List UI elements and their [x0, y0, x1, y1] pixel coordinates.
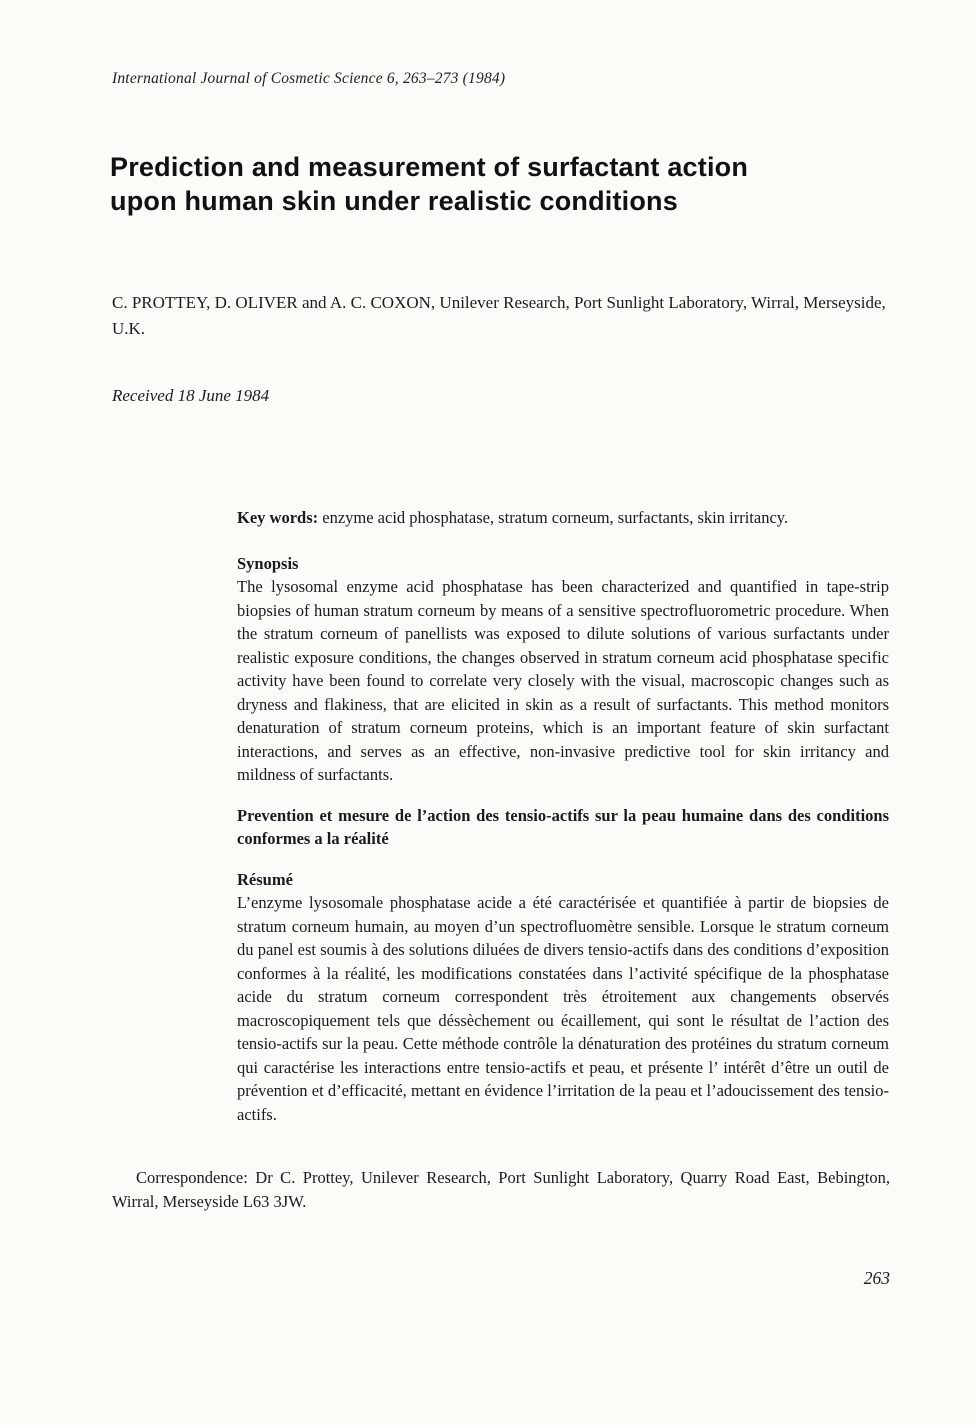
- keywords-text: enzyme acid phosphatase, stratum corneum, surfactants, skin irritancy.: [318, 508, 789, 527]
- paper-title: Prediction and measurement of surfactant action upon human skin under realistic conditions: [110, 152, 749, 217]
- authors-line: C. PROTTEY, D. OLIVER and A. C. COXON, Unilever Research, Port Sunlight Laboratory, Wirral, Merseyside, U.K.: [112, 293, 886, 338]
- abstract-block: [237, 506, 889, 1126]
- resume-paragraph: L’enzyme lysosomale phosphatase acide a été caractérisée et quantifiée à partir de biopsies de stratum corneum humain, au moyen d’un spectrofluomètre sensible. Lorsque le stratum corneum du panel est soumis à des solutions diluées de divers tensio-actifs dans des conditions d’exposition conformes à la réalité, les modifications constatées dans l’activité spécifique de la phosphatase acide du stratum corneum correspondent très étroitement aux changements observés macroscopiquement tels que déssèchement ou écaillement, qui sont le résultat de l’action des tensio-actifs sur la peau. Cette méthode contrôle la dénaturation des protéines du stratum corneum qui caractérise les interactions entre tensio-actifs et peau, et présente l’ intérêt d’être un outil de prévention et d’efficacité, mettant en évidence l’irritation de la peau et l’adoucissement des tensio-actifs.: [237, 893, 889, 1124]
- keywords-line: [237, 506, 889, 530]
- french-title-heading: Prevention et mesure de l’action des tensio-actifs sur la peau humaine dans des conditions conformes a la réalité: [237, 805, 889, 848]
- synopsis-heading: Synopsis: [237, 553, 299, 573]
- correspondence-note: Correspondence: Dr C. Prottey, Unilever Research, Port Sunlight Laboratory, Quarry Road East, Bebington, Wirral, Merseyside L63 3JW.: [112, 1168, 890, 1211]
- synopsis-paragraph: The lysosomal enzyme acid phosphatase has been characterized and quantified in tape-strip biopsies of human stratum corneum by means of a sensitive spectrofluorometric procedure. When the stratum corneum of panellists was exposed to dilute solutions of various surfactants under realistic exposure conditions, the changes observed in stratum corneum acid phosphatase specific activity have been found to correlate very closely with the visual, macroscopic changes such as dryness and flakiness, that are elicited in skin as a result of surfactants. This method monitors denaturation of stratum corneum proteins, which is an important feature of skin surfactant interactions, and serves as an effective, non-invasive predictive tool for skin irritancy and mildness of surfactants.: [237, 577, 889, 784]
- received-date: Received 18 June 1984: [112, 386, 270, 405]
- journal-citation-line: International Journal of Cosmetic Science 6, 263–273 (1984): [112, 70, 506, 87]
- keywords-label: Key words:: [237, 508, 319, 527]
- resume-heading: Résumé: [237, 869, 293, 889]
- page-number: 263: [863, 1268, 890, 1288]
